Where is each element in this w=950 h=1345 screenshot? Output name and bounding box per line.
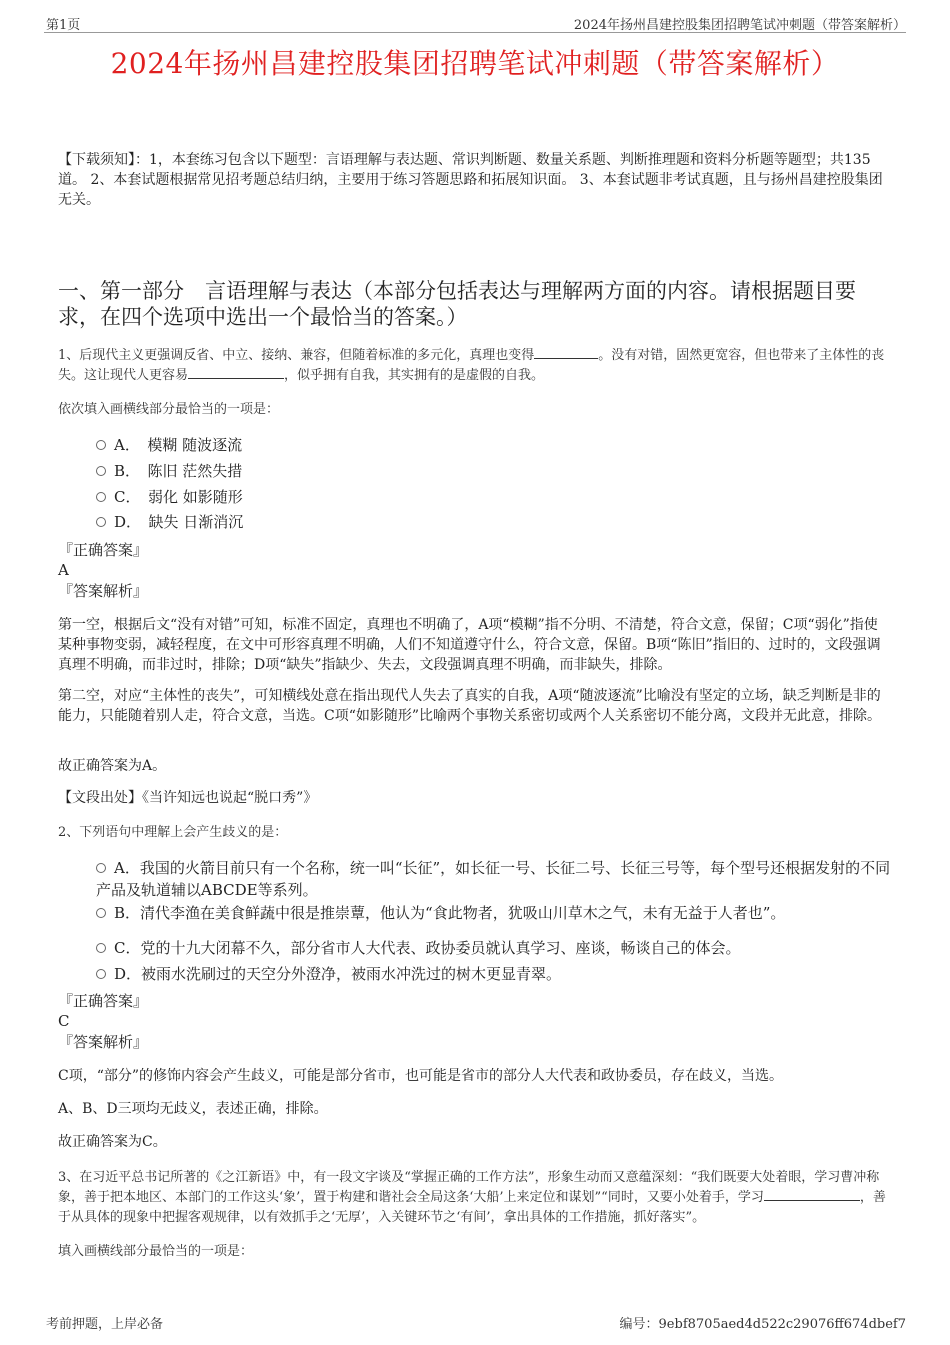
question-1-option-d[interactable]: D． 缺失 日渐消沉 bbox=[96, 511, 243, 533]
radio-button[interactable] bbox=[96, 440, 106, 450]
document-title: 2024年扬州昌建控股集团招聘笔试冲刺题（带答案解析） bbox=[110, 47, 840, 80]
question-1-stem: 1、后现代主义更强调反省、中立、接纳、兼容，但随着标准的多元化，真理也变得 。没有对错，固然更宽容，但也带来了主体性的丧失。这让现代人更容易 ，似乎拥有自我，其实拥有的是虚假的自我。 bbox=[58, 348, 885, 383]
radio-button[interactable] bbox=[96, 492, 106, 502]
analysis-paragraph: 第二空，对应“主体性的丧失”，可知横线处意在指出现代人失去了真实的自我，A项“随波逐流”比喻没有坚定的立场，缺乏判断是非的能力，只能随着别人走，符合文意，当选。C项“如影随形”比喻两个事物关系密切或两个人关系密切不能分离，文段并无此意，排除。 bbox=[58, 688, 882, 724]
question-2-option-a[interactable]: A．我国的火箭目前只有一个名称，统一叫“长征”，如长征一号、长征二号、长征三号等，每个型号还根据发射的不同产品及轨道辅以ABCDE等系列。 bbox=[96, 859, 891, 899]
question-1-option-c[interactable]: C． 弱化 如影随形 bbox=[96, 486, 243, 508]
footer-slogan: 考前押题，上岸必备 bbox=[46, 1317, 164, 1332]
radio-button[interactable] bbox=[96, 863, 106, 873]
analysis-paragraph: 第一空，根据后文“没有对错”可知，标准不固定，真理也不明确了，A项“模糊”指不分明、不清楚，符合文意，保留；C项“弱化”指使某种事物变弱，减轻程度，在文中可形容真理不明确，人们不知道遵守什么，符合文意，保留。B项“陈旧”指旧的、过时的，文段强调真理不明确，而非过时，排除；D项“缺失”指缺少、失去，文段强调真理不明确，而非缺失，排除。 bbox=[58, 617, 881, 673]
question-1-prompt: 依次填入画横线部分最恰当的一项是： bbox=[58, 402, 280, 417]
question-1-option-a[interactable]: A． 模糊 随波逐流 bbox=[96, 434, 242, 456]
question-2-option-d[interactable]: D．被雨水洗刷过的天空分外澄净，被雨水冲洗过的树木更显青翠。 bbox=[96, 963, 896, 985]
header-divider bbox=[44, 32, 906, 33]
passage-source: 【文段出处】《当许知远也说起“脱口秀”》 bbox=[58, 790, 318, 806]
analysis-conclusion: 故正确答案为C。 bbox=[58, 1134, 167, 1150]
analysis-conclusion: 故正确答案为A。 bbox=[58, 758, 167, 774]
document-id: 编号：9ebf8705aed4d522c29076ff674dbef7 bbox=[619, 1317, 906, 1332]
radio-button[interactable] bbox=[96, 969, 106, 979]
radio-button[interactable] bbox=[96, 466, 106, 476]
question-2-option-c[interactable]: C．党的十九大闭幕不久，部分省市人大代表、政协委员就认真学习、座谈，畅谈自己的体会。 bbox=[96, 937, 896, 959]
download-notice: 【下载须知】：1，本套练习包含以下题型：言语理解与表达题、常识判断题、数量关系题、判断推理题和资料分析题等题型；共135道。 2、本套试题根据常见招考题总结归纳，主要用于练习答题思路和拓展知识面。 3、本套试题非考试真题，且与扬州昌建控股集团无关。 bbox=[58, 152, 883, 208]
analysis-paragraph: C项，“部分”的修饰内容会产生歧义，可能是部分省市，也可能是省市的部分人大代表和政协委员，存在歧义，当选。 bbox=[58, 1068, 784, 1084]
radio-button[interactable] bbox=[96, 517, 106, 527]
question-3-prompt: 填入画横线部分最恰当的一项是： bbox=[58, 1244, 254, 1259]
question-2-stem: 2、下列语句中理解上会产生歧义的是： bbox=[58, 825, 288, 840]
question-1-option-b[interactable]: B． 陈旧 茫然失措 bbox=[96, 460, 242, 482]
radio-button[interactable] bbox=[96, 943, 106, 953]
blank-1 bbox=[764, 1188, 860, 1201]
running-header-title: 2024年扬州昌建控股集团招聘笔试冲刺题（带答案解析） bbox=[573, 18, 906, 33]
page-number: 第1页 bbox=[46, 18, 81, 33]
answer-label: 『正确答案』 bbox=[58, 541, 149, 559]
analysis-label: 『答案解析』 bbox=[58, 582, 149, 600]
question-3-stem: 3、在习近平总书记所著的《之江新语》中，有一段文字谈及“掌握正确的工作方法”，形象生动而又意蕴深刻：“我们既要大处着眼，学习曹冲称象，善于把本地区、本部门的工作这头‘象’，置于构建和谐社会全局这条‘大船’上来定位和谋划”“同时，又要小处着手，学习 ，善于从具体的现象中把握客观规律，以有效抓手之‘无厚’，入关键环节之‘有间’，拿出具体的工作措施，抓好落实”。 bbox=[58, 1170, 886, 1225]
answer-value: A bbox=[58, 561, 69, 579]
analysis-paragraph: A、B、D三项均无歧义，表述正确，排除。 bbox=[58, 1101, 328, 1117]
analysis-label: 『答案解析』 bbox=[58, 1033, 149, 1051]
blank-1 bbox=[534, 346, 598, 359]
question-2-option-b[interactable]: B．清代李渔在美食鲜蔬中很是推崇蕈，他认为“食此物者，犹吸山川草木之气，未有无益于人者也”。 bbox=[96, 902, 896, 924]
answer-value: C bbox=[58, 1012, 70, 1030]
answer-label: 『正确答案』 bbox=[58, 992, 149, 1010]
radio-button[interactable] bbox=[96, 908, 106, 918]
blank-2 bbox=[188, 366, 284, 379]
section-heading: 一、第一部分 言语理解与表达（本部分包括表达与理解两方面的内容。请根据题目要求，在四个选项中选出一个最恰当的答案。） bbox=[58, 279, 856, 329]
